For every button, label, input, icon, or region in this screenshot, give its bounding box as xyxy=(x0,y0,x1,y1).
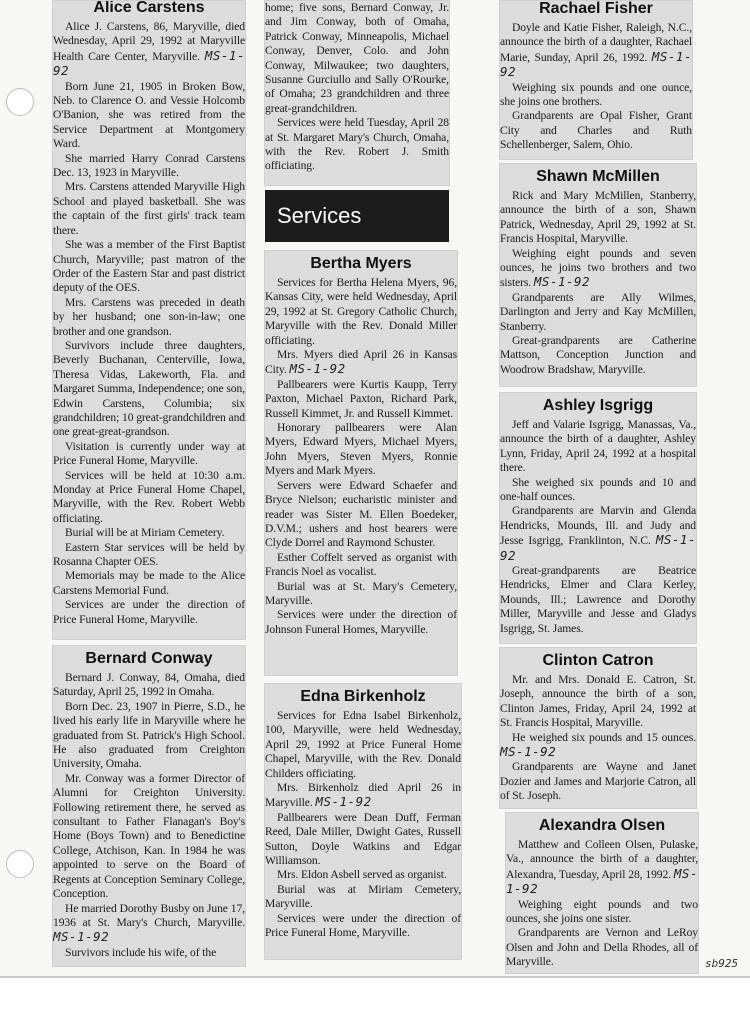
paragraph: Grandparents are Vernon and LeRoy Olsen and John and Della Rhodes, all of Maryville. xyxy=(506,926,698,969)
birth-heading: Rachael Fisher xyxy=(539,0,653,17)
obituary-heading: Alice Carstens xyxy=(93,0,205,16)
handwritten-date-note: MS-1-92 xyxy=(53,929,110,945)
paragraph: Mr. Conway was a former Director of Alumni for Creighton University. Following retirement there, he served as consultant to Father Flanagan's Boy's Home (Boys Town) and to Benedictine College, Atchison, Kan. In 1984 he was appointed to serve on the Board of Regents at Conception Seminary College, Conception. xyxy=(53,771,245,901)
paragraph: Services will be held at 10:30 a.m. Monday at Price Funeral Home Chapel, Maryville, with the Rev. Robert Webb officiating. xyxy=(53,468,245,525)
obituary-heading: Bertha Myers xyxy=(310,255,412,272)
paragraph: He married Dorothy Busby on June 17, 1936 at St. Mary's Church, Maryville. MS-1-92 xyxy=(53,901,245,945)
paragraph: Mrs. Birkenholz died April 26 in Maryville. MS-1-92 xyxy=(265,781,461,810)
paragraph: Servers were Edward Schaefer and Bryce Nielson; eucharistic minister and reader was Sister M. Ellen Boedeker, D.V.M.; ushers and host bearers were Clyde Dorrel and Raymond Schuster. xyxy=(265,478,457,550)
paragraph: Services for Bertha Helena Myers, 96, Kansas City, were held Wednesday, April 29, 1992 at St. Gregory Catholic Church, Maryville with the Rev. Donald Miller officiating. xyxy=(265,276,457,347)
paragraph: Grandparents are Wayne and Janet Dozier and James and Marjorie Catron, all of St. Joseph. xyxy=(500,760,696,803)
handwritten-date-note: MS-1-92 xyxy=(289,361,346,377)
paragraph: She weighed six pounds and 10 and one-half ounces. xyxy=(500,475,696,504)
paragraph: Esther Coffelt served as organist with Francis Noel as vocalist. xyxy=(265,550,457,579)
paragraph: Services were held Tuesday, April 28 at St. Margaret Mary's Church, Omaha, with the Rev. Robert J. Smith officiating. xyxy=(265,116,449,173)
obituary-conway-continued xyxy=(264,0,450,186)
paragraph: Alice J. Carstens, 86, Maryville, died Wednesday, April 29, 1992 at Maryville Health Care Center, Maryville. MS-1-92 xyxy=(53,20,245,79)
paragraph: Burial will be at Miriam Cemetery. xyxy=(65,526,225,540)
birth-clinton-catron xyxy=(499,647,697,809)
paragraph: Great-grandparents are Beatrice Hendricks, Elmer and Clara Kerley, Mounds, Ill.; Lawrence and Dorothy Miller, Maryville and Jesse and Gladys Isgrigg, St. James. xyxy=(500,564,696,635)
services-section-banner: Services xyxy=(265,190,449,242)
paragraph: Pallbearers were Kurtis Kaupp, Terry Paxton, Michael Paxton, Richard Park, Russell Kimmet, Jr. and Russell Kimmet. xyxy=(265,377,457,420)
handwritten-date-note: MS-1-92 xyxy=(500,48,692,80)
service-bertha-myers xyxy=(264,250,458,676)
birth-ashley-isgrigg xyxy=(499,392,697,644)
birth-shawn-mcmillen xyxy=(499,163,697,387)
paragraph: Matthew and Colleen Olsen, Pulaske, Va., announce the birth of a daughter, Alexandra, Tuesday, April 28, 1992. MS-1-92 xyxy=(506,838,698,897)
paragraph: Honorary pallbearers were Alan Myers, Edward Myers, Michael Myers, John Myers, Steven Myers, Ronnie Myers and Mark Myers. xyxy=(265,421,457,478)
paragraph: Mrs. Myers died April 26 in Kansas City. MS-1-92 xyxy=(265,348,457,377)
paragraph: She was a member of the First Baptist Church, Maryville; past matron of the Order of the Eastern Star and past district deputy of the OES. xyxy=(53,238,245,295)
service-edna-birkenholz xyxy=(264,683,462,960)
paragraph: Born June 21, 1905 in Broken Bow, Neb. to Clarence O. and Vessie Holcomb O'Banion, she was retired from the Service Department at Montgomery Ward. xyxy=(53,79,245,151)
paragraph: Grandparents are Ally Wilmes, Darlington and Jerry and Kay McMillen, Stanberry. xyxy=(500,290,696,333)
paragraph: Grandparents are Opal Fisher, Grant City and Charles and Ruth Schellenberger, Salem, Ohio. xyxy=(500,109,692,152)
paragraph: Weighing eight pounds and two ounces, she joins one sister. xyxy=(506,897,698,926)
paragraph: Burial was at St. Mary's Cemetery, Maryville. xyxy=(265,579,457,607)
paragraph: Weighing six pounds and one ounce, she joins one brothers. xyxy=(500,80,692,109)
handwritten-date-note: MS-1-92 xyxy=(315,794,372,810)
paragraph: Services for Edna Isabel Birkenholz, 100, Maryville, were held Wednesday, April 29, 1992 at Price Funeral Home Chapel, Maryville, with the Rev. Donald Childers officiating. xyxy=(265,709,461,780)
paragraph: Services are under the direction of Price Funeral Home, Maryville. xyxy=(53,598,245,626)
paragraph: He weighed six pounds and 15 ounces. MS-1-92 xyxy=(500,730,696,760)
paragraph: Burial was at Miriam Cemetery, Maryville. xyxy=(265,882,461,911)
paragraph: Mr. and Mrs. Donald E. Catron, St. Joseph, announce the birth of a son, Clinton James, Friday, April 24, 1992 at St. Francis Hospital, Maryville. xyxy=(500,673,696,730)
paragraph: Great-grandparents are Catherine Mattson, Conception Junction and Woodrow Bradshaw, Maryville. xyxy=(500,334,696,376)
paragraph: Visitation is currently under way at Price Funeral Home, Maryville. xyxy=(53,439,245,468)
obituary-bernard-conway xyxy=(52,645,246,967)
handwritten-date-note: MS-1-92 xyxy=(533,274,591,290)
birth-alexandra-olsen xyxy=(505,812,699,974)
paragraph: Jeff and Valarie Isgrigg, Manassas, Va., announce the birth of a daughter, Ashley Lynn, Friday, April 24, 1992 at a hospital there. xyxy=(500,418,696,475)
paragraph: Memorials may be made to the Alice Carstens Memorial Fund. xyxy=(53,569,245,597)
paragraph: Weighing eight pounds and seven ounces, he joins two brothers and two sisters. MS-1-92 xyxy=(500,246,696,290)
paragraph: Doyle and Katie Fisher, Raleigh, N.C., announce the birth of a daughter, Rachael Marie, Sunday, April 26, 1992. MS-1-92 xyxy=(500,21,692,80)
paragraph: Mrs. Eldon Asbell served as organist. xyxy=(277,868,447,882)
handwritten-date-note: MS-1-92 xyxy=(506,865,698,897)
accession-number: sb925 xyxy=(705,957,739,970)
punch-hole xyxy=(6,850,34,878)
paragraph: Services were under the direction of Price Funeral Home, Maryville. xyxy=(265,911,461,940)
paragraph: Grandparents are Marvin and Glenda Hendricks, Mounds, Ill. and Judy and Jesse Isgrigg, Franklinton, N.C. MS-1-92 xyxy=(500,504,696,563)
obituary-heading: Bernard Conway xyxy=(85,650,213,667)
paragraph: Mrs. Carstens was preceded in death by her husband; one son-in-law; one brother and one grandson. xyxy=(53,295,245,338)
birth-heading: Clinton Catron xyxy=(542,652,654,669)
birth-rachael-fisher xyxy=(499,0,693,160)
paragraph: home; five sons, Bernard Conway, Jr. and Jim Conway, both of Omaha, Patrick Conway, Minneapolis, Michael Conway, Denver, Colo. and John Conway, Milwaukee; two daughters, Susanne Gurciullo and Sally O'Rourke, of Omaha; 23 grandchildren and three great-grandchildren. xyxy=(265,1,449,115)
paragraph: She married Harry Conrad Carstens Dec. 13, 1923 in Maryville. xyxy=(53,151,245,180)
handwritten-date-note: MS-1-92 xyxy=(53,47,245,79)
paragraph: Eastern Star services will be held by Rosanna Chapter OES. xyxy=(53,540,245,569)
obituary-alice-carstens xyxy=(52,0,246,640)
birth-heading: Ashley Isgrigg xyxy=(542,397,654,414)
paragraph: Survivors include three daughters, Beverly Buchanan, Centerville, Iowa, Theresa Vidas, Lakeworth, Fla. and Margaret Summa, Independence; one son, Edwin Carstens, Columbia; six grandchildren; 10 great-grandchildren and one great-great-grandson. xyxy=(53,338,245,439)
page-edge xyxy=(0,976,750,978)
handwritten-date-note: MS-1-92 xyxy=(500,744,557,760)
obituary-heading: Edna Birkenholz xyxy=(300,688,426,705)
paragraph: Services were under the direction of Johnson Funeral Homes, Maryville. xyxy=(265,608,457,636)
birth-heading: Shawn McMillen xyxy=(536,168,660,185)
paragraph: Bernard J. Conway, 84, Omaha, died Saturday, April 25, 1992 in Omaha. xyxy=(53,671,245,699)
paragraph: Mrs. Carstens attended Maryville High School and played basketball. She was the captain of the first girls' track team there. xyxy=(53,180,245,237)
paragraph: Born Dec. 23, 1907 in Pierre, S.D., he lived his early life in Maryville where he graduated from St. Patrick's High School. He also graduated from Creighton University, Omaha. xyxy=(53,699,245,771)
paragraph: Survivors include his wife, of the xyxy=(65,945,217,959)
paragraph: Rick and Mary McMillen, Stanberry, announce the birth of a son, Shawn Patrick, Wednesday, April 29, 1992 at St. Francis Hospital, Maryville. xyxy=(500,189,696,246)
punch-hole xyxy=(6,88,34,116)
handwritten-date-note: MS-1-92 xyxy=(500,532,696,563)
birth-heading: Alexandra Olsen xyxy=(538,817,666,834)
paragraph: Pallbearers were Dean Duff, Ferman Reed, Dale Miller, Dwight Gates, Russell Sutton, Doyle Watkins and Edgar Williamson. xyxy=(265,810,461,868)
